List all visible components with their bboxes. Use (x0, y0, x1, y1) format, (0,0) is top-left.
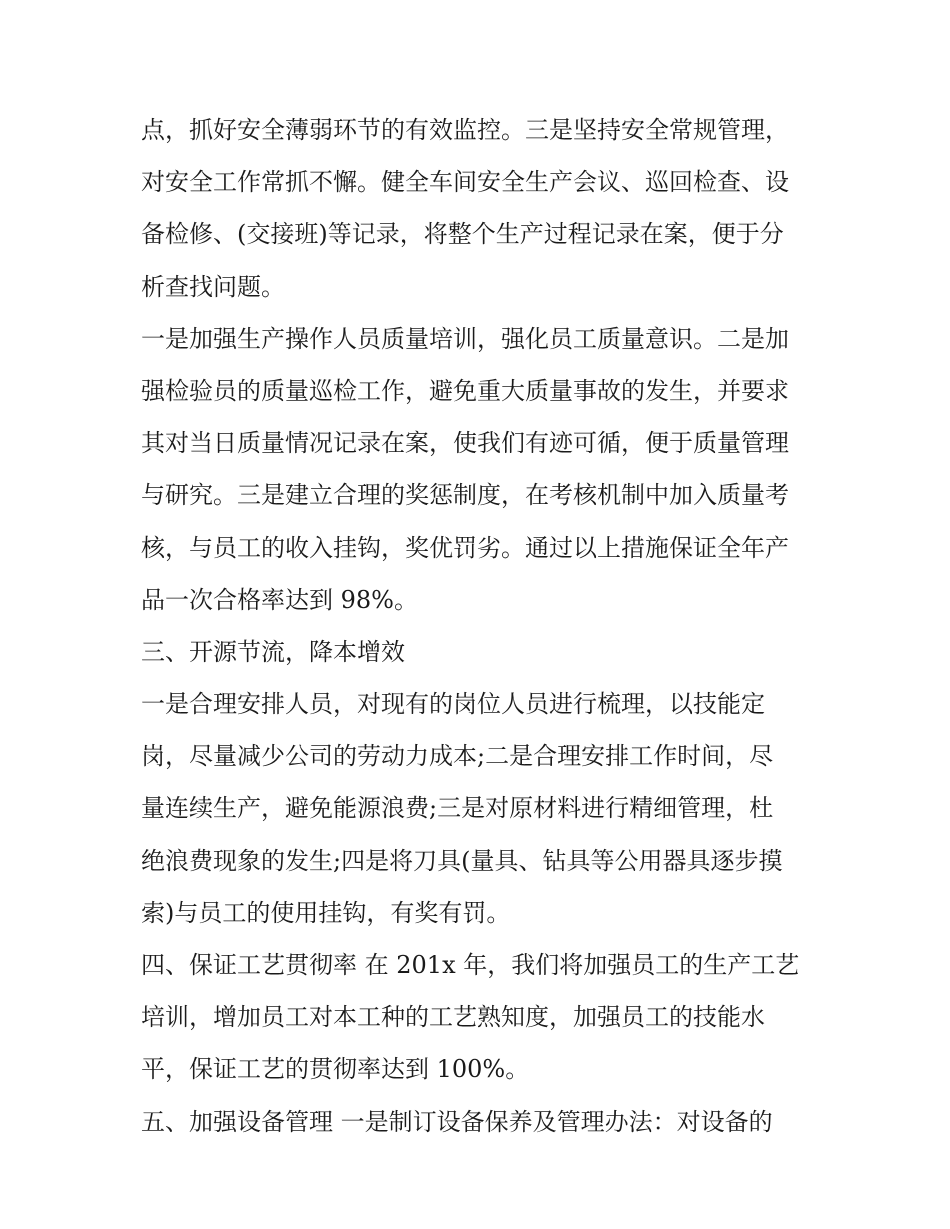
text-line: 与研究。三是建立合理的奖惩制度，在考核机制中加入质量考 (141, 481, 789, 510)
text-line: 一是合理安排人员，对现有的岗位人员进行梳理，以技能定 (141, 690, 765, 719)
text-line: 量连续生产，避免能源浪费;三是对原材料进行精细管理，杜 (141, 794, 774, 823)
text-line: 强检验员的质量巡检工作，避免重大质量事故的发生，并要求 (141, 376, 789, 405)
text-line: 其对当日质量情况记录在案，使我们有迹可循，便于质量管理 (141, 429, 789, 458)
text-line: 岗，尽量减少公司的劳动力成本;二是合理安排工作时间，尽 (141, 742, 774, 771)
text-line: 对安全工作常抓不懈。健全车间安全生产会议、巡回检查、设 (141, 168, 789, 197)
text-line: 培训，增加员工对本工种的工艺熟知度，加强员工的技能水 (141, 1003, 765, 1032)
text-line: 索)与员工的使用挂钩，有奖有罚。 (141, 898, 511, 927)
text-line: 品一次合格率达到 98%。 (141, 585, 418, 614)
text-line: 析查找问题。 (141, 272, 285, 301)
section-heading: 四、保证工艺贯彻率 在 201x 年，我们将加强员工的生产工艺 (141, 951, 800, 979)
text-line: 绝浪费现象的发生;四是将刀具(量具、钻具等公用器具逐步摸 (141, 846, 783, 875)
section-heading: 五、加强设备管理 一是制订设备保养及管理办法：对设备的 (141, 1107, 773, 1136)
text-line: 点，抓好安全薄弱环节的有效监控。三是坚持安全常规管理， (141, 116, 789, 144)
text-line: 一是加强生产操作人员质量培训，强化员工质量意识。二是加 (141, 324, 789, 353)
text-line: 核，与员工的收入挂钩，奖优罚劣。通过以上措施保证全年产 (141, 533, 789, 562)
document-body (141, 104, 821, 1148)
text-line: 平，保证工艺的贯彻率达到 100%。 (141, 1055, 530, 1084)
section-heading: 三、开源节流，降本增效 (141, 637, 405, 666)
text-line: 备检修、(交接班)等记录，将整个生产过程记录在案，便于分 (141, 220, 784, 249)
